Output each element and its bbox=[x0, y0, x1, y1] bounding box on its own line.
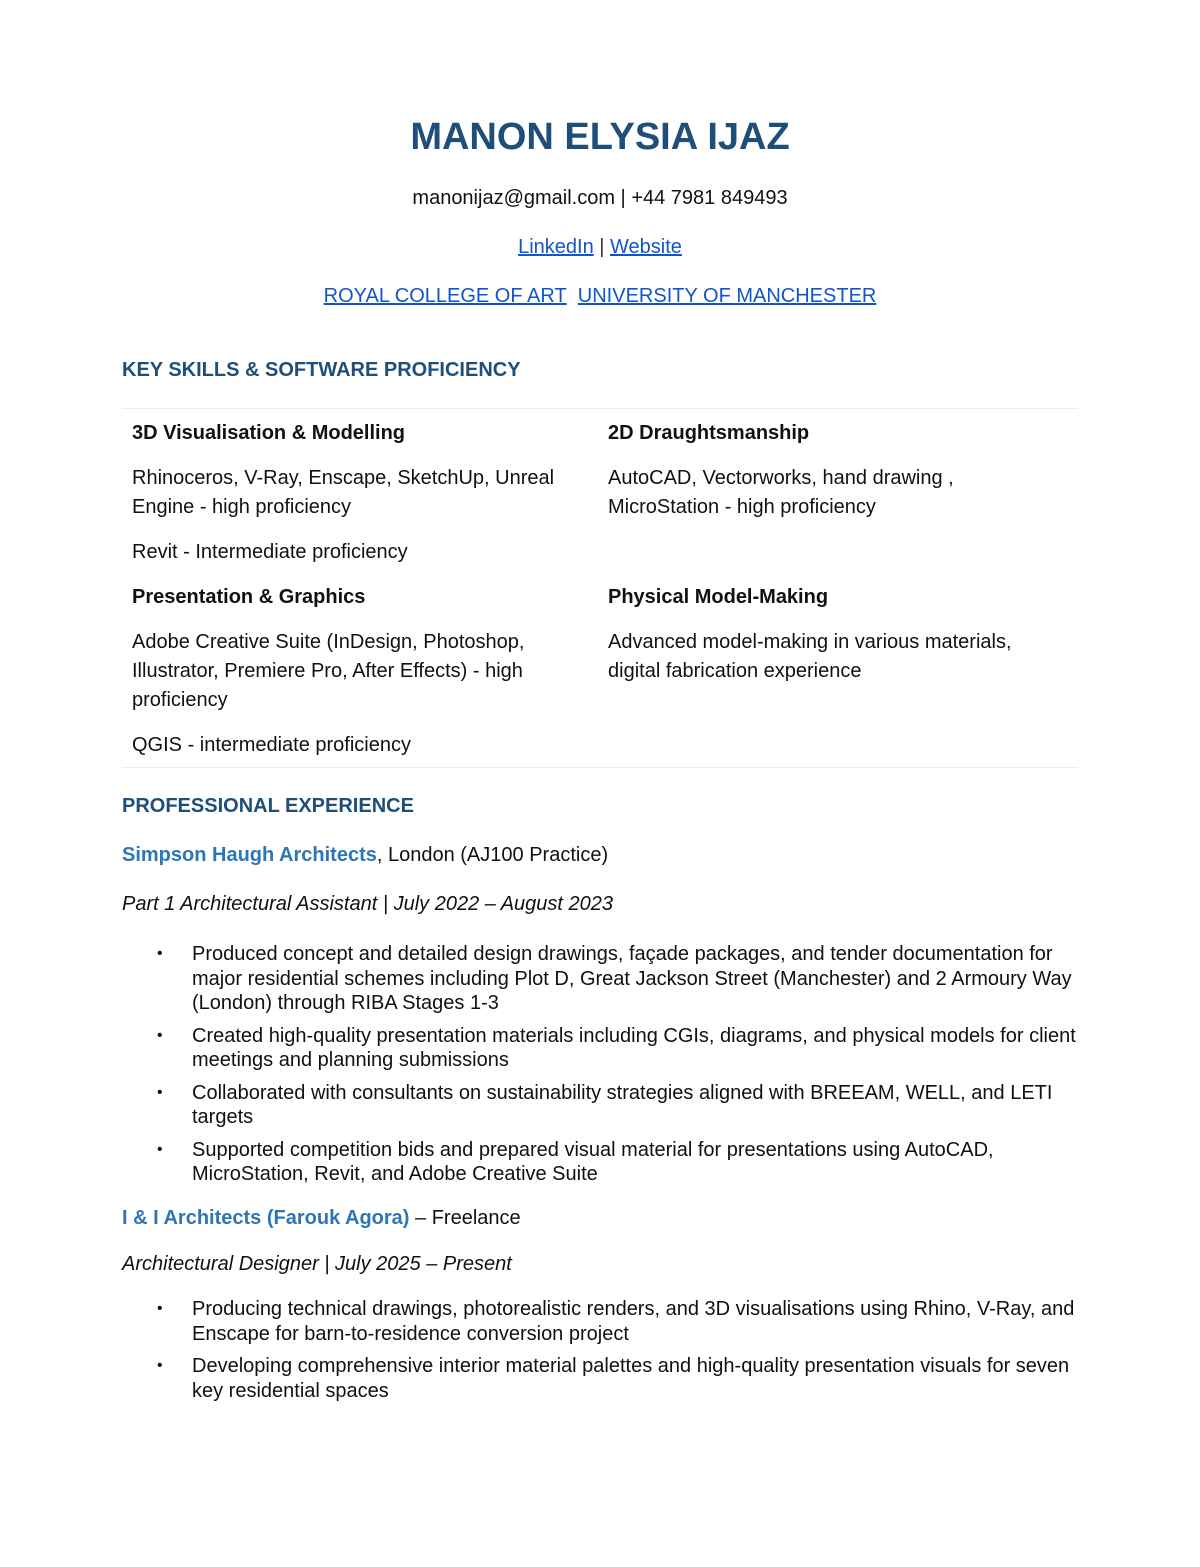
website-link[interactable]: Website bbox=[610, 236, 682, 258]
company-suffix: , London (AJ100 Practice) bbox=[376, 844, 609, 866]
bullet-text: Developing comprehensive interior material palettes and high-quality presentation visuals for seven key residential spaces bbox=[192, 1355, 1070, 1402]
candidate-name: MANON ELYSIA IJAZ bbox=[410, 116, 790, 158]
bullet-text: Supported competition bids and prepared visual material for presentations using AutoCAD, MicroStation, Revit, and Adobe Creative Suite bbox=[192, 1138, 994, 1185]
bullet-glyph: • bbox=[157, 1357, 163, 1374]
job-company-line bbox=[122, 1207, 521, 1230]
skill-text: Revit - Intermediate proficiency bbox=[132, 541, 408, 563]
skills-table bbox=[122, 408, 1078, 768]
bullet-text: Collaborated with consultants on sustainability strategies aligned with BREEAM, WELL, and LETI targets bbox=[192, 1081, 1053, 1128]
job-bullet-list bbox=[122, 942, 1082, 1195]
list-item bbox=[122, 1081, 1082, 1130]
contact-line: manonijaz@gmail.com | +44 7981 849493 bbox=[412, 187, 788, 209]
job-role-line: Architectural Designer | July 2025 – Present bbox=[122, 1253, 512, 1275]
skill-heading: 2D Draughtsmanship bbox=[608, 422, 810, 444]
experience-section-title: PROFESSIONAL EXPERIENCE bbox=[122, 795, 414, 817]
bullet-text: Producing technical drawings, photorealistic renders, and 3D visualisations using Rhino, V-Ray, and Enscape for barn-to-residence conversion project bbox=[192, 1298, 1075, 1345]
school-links bbox=[0, 285, 1200, 308]
list-item bbox=[122, 1354, 1082, 1403]
bullet-glyph: • bbox=[157, 945, 163, 962]
skill-text: AutoCAD, Vectorworks, hand drawing , MicroStation - high proficiency bbox=[608, 467, 954, 518]
profile-links bbox=[0, 236, 1200, 259]
list-item bbox=[122, 1024, 1082, 1073]
bullet-glyph: • bbox=[157, 1026, 163, 1044]
bullet-glyph: • bbox=[157, 1083, 163, 1101]
skill-text: QGIS - intermediate proficiency bbox=[132, 734, 411, 756]
skill-cell-model-making bbox=[608, 583, 1048, 702]
list-item bbox=[122, 1297, 1082, 1346]
skill-heading: 3D Visualisation & Modelling bbox=[132, 422, 406, 444]
school-link-rca[interactable]: ROYAL COLLEGE OF ART bbox=[323, 285, 567, 307]
skill-cell-3d bbox=[132, 419, 572, 583]
skills-section-title: KEY SKILLS & SOFTWARE PROFICIENCY bbox=[122, 359, 521, 381]
company-name: I & I Architects (Farouk Agora) bbox=[122, 1207, 410, 1229]
skill-text: Advanced model-making in various materials, digital fabrication experience bbox=[608, 631, 1012, 682]
linkedin-link[interactable]: LinkedIn bbox=[518, 236, 594, 258]
skill-text: Rhinoceros, V-Ray, Enscape, SketchUp, Unreal Engine - high proficiency bbox=[132, 467, 555, 518]
school-link-manchester[interactable]: UNIVERSITY OF MANCHESTER bbox=[577, 285, 877, 307]
link-separator: | bbox=[599, 236, 605, 258]
skill-cell-2d bbox=[608, 419, 1048, 538]
bullet-text: Created high-quality presentation materials including CGIs, diagrams, and physical models for client meetings and planning submissions bbox=[192, 1024, 1076, 1071]
bullet-glyph: • bbox=[157, 1300, 163, 1317]
skill-cell-presentation bbox=[132, 583, 572, 776]
skill-heading: Physical Model-Making bbox=[608, 586, 829, 608]
job-role-line: Part 1 Architectural Assistant | July 2022 – August 2023 bbox=[122, 893, 614, 915]
company-suffix: – Freelance bbox=[409, 1207, 521, 1229]
company-name: Simpson Haugh Architects bbox=[122, 844, 377, 866]
list-item bbox=[122, 1138, 1082, 1187]
skill-text: Adobe Creative Suite (InDesign, Photoshop, Illustrator, Premiere Pro, After Effects) - high proficiency bbox=[132, 631, 525, 711]
job-company-line bbox=[122, 844, 608, 867]
job-bullet-list bbox=[122, 1297, 1082, 1411]
list-item bbox=[122, 942, 1082, 1016]
bullet-text: Produced concept and detailed design drawings, façade packages, and tender documentation for major residential schemes including Plot D, Great Jackson Street (Manchester) and 2 Armoury Way (London) through RIBA Stages 1-3 bbox=[192, 943, 1072, 1014]
skill-heading: Presentation & Graphics bbox=[132, 586, 366, 608]
bullet-glyph: • bbox=[157, 1140, 163, 1158]
